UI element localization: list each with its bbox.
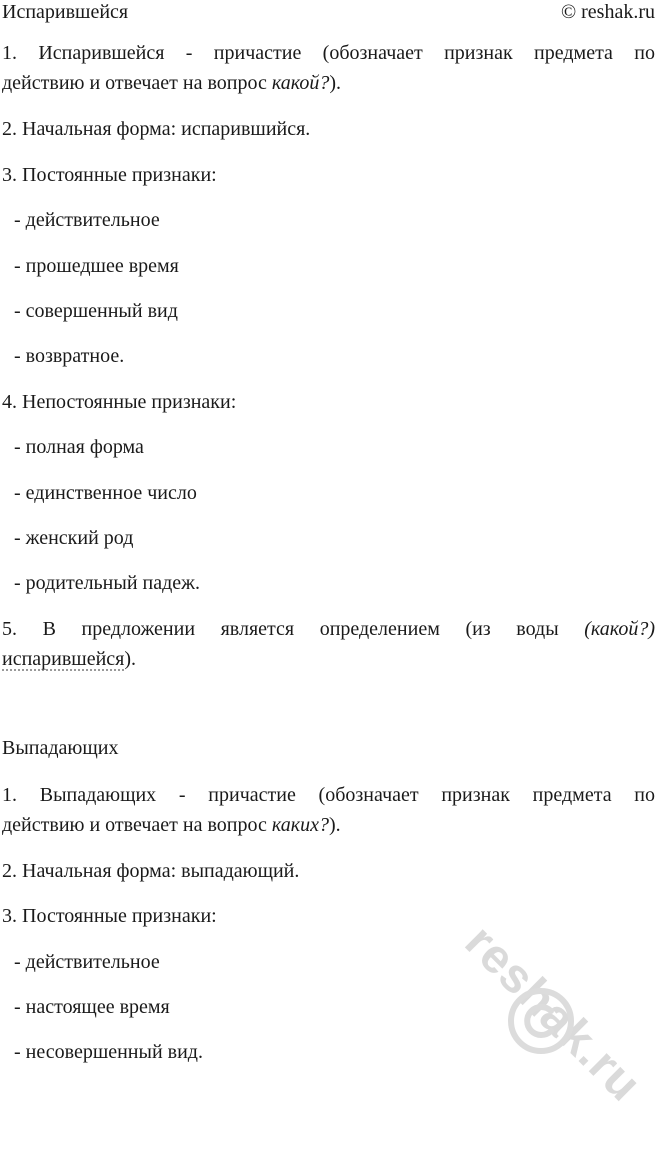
s1-p5-question: (какой?): [584, 618, 655, 640]
s1-const-item: - прошедшее время: [14, 255, 179, 277]
s2-paragraph-1-line-1: 1. Выпадающих - причастие (обозначает признак предмета по: [2, 784, 655, 806]
s1-var-item: - родительный падеж.: [14, 572, 200, 594]
s1-paragraph-5-line-2: [2, 647, 655, 671]
s1-p5-text: 5. В предложении является определением (из воды: [2, 618, 585, 640]
s1-const-item: - совершенный вид: [14, 300, 178, 322]
s1-const-item: - возвратное.: [14, 345, 125, 367]
s1-var-item: - полная форма: [14, 436, 144, 458]
s1-paragraph-4: 4. Непостоянные признаки:: [2, 391, 237, 413]
copyright-label: © reshak.ru: [560, 1, 655, 23]
s2-paragraph-2: 2. Начальная форма: выпадающий.: [2, 860, 300, 882]
s1-p1-end: ).: [329, 72, 341, 94]
s1-p5-word: испарившейся: [2, 648, 125, 670]
s2-title: Выпадающих: [2, 737, 119, 759]
s1-p1-text: действию и отвечает на вопрос: [2, 72, 272, 94]
s2-paragraph-3: 3. Постоянные признаки:: [2, 905, 217, 927]
s2-const-item: - несовершенный вид.: [14, 1041, 203, 1063]
s1-var-item: - единственное число: [14, 482, 197, 504]
s2-const-item: - действительное: [14, 951, 160, 973]
s1-p5-end: ).: [124, 648, 137, 670]
s1-paragraph-2: 2. Начальная форма: испарившийся.: [2, 118, 311, 140]
s1-paragraph-1-line-1: 1. Испарившейся - причастие (обозначает признак предмета по: [2, 42, 655, 64]
s1-const-item: - действительное: [14, 209, 160, 231]
s1-paragraph-1-line-2: [2, 71, 655, 95]
page-title: Испарившейся: [2, 1, 129, 23]
s2-const-item: - настоящее время: [14, 996, 170, 1018]
s1-paragraph-3: 3. Постоянные признаки:: [2, 164, 217, 186]
s2-p1-question: каких?: [271, 814, 329, 836]
s2-p1-end: ).: [328, 814, 341, 836]
s1-p1-question: какой?: [271, 72, 330, 94]
s2-paragraph-1-line-2: [2, 813, 655, 837]
s1-var-item: - женский род: [14, 527, 134, 549]
watermark-text: reshak.ru: [454, 915, 652, 1113]
s1-paragraph-5-line-1: [2, 617, 655, 641]
page-header: [0, 0, 657, 26]
s2-p1-text: действию и отвечает на вопрос: [2, 814, 272, 836]
